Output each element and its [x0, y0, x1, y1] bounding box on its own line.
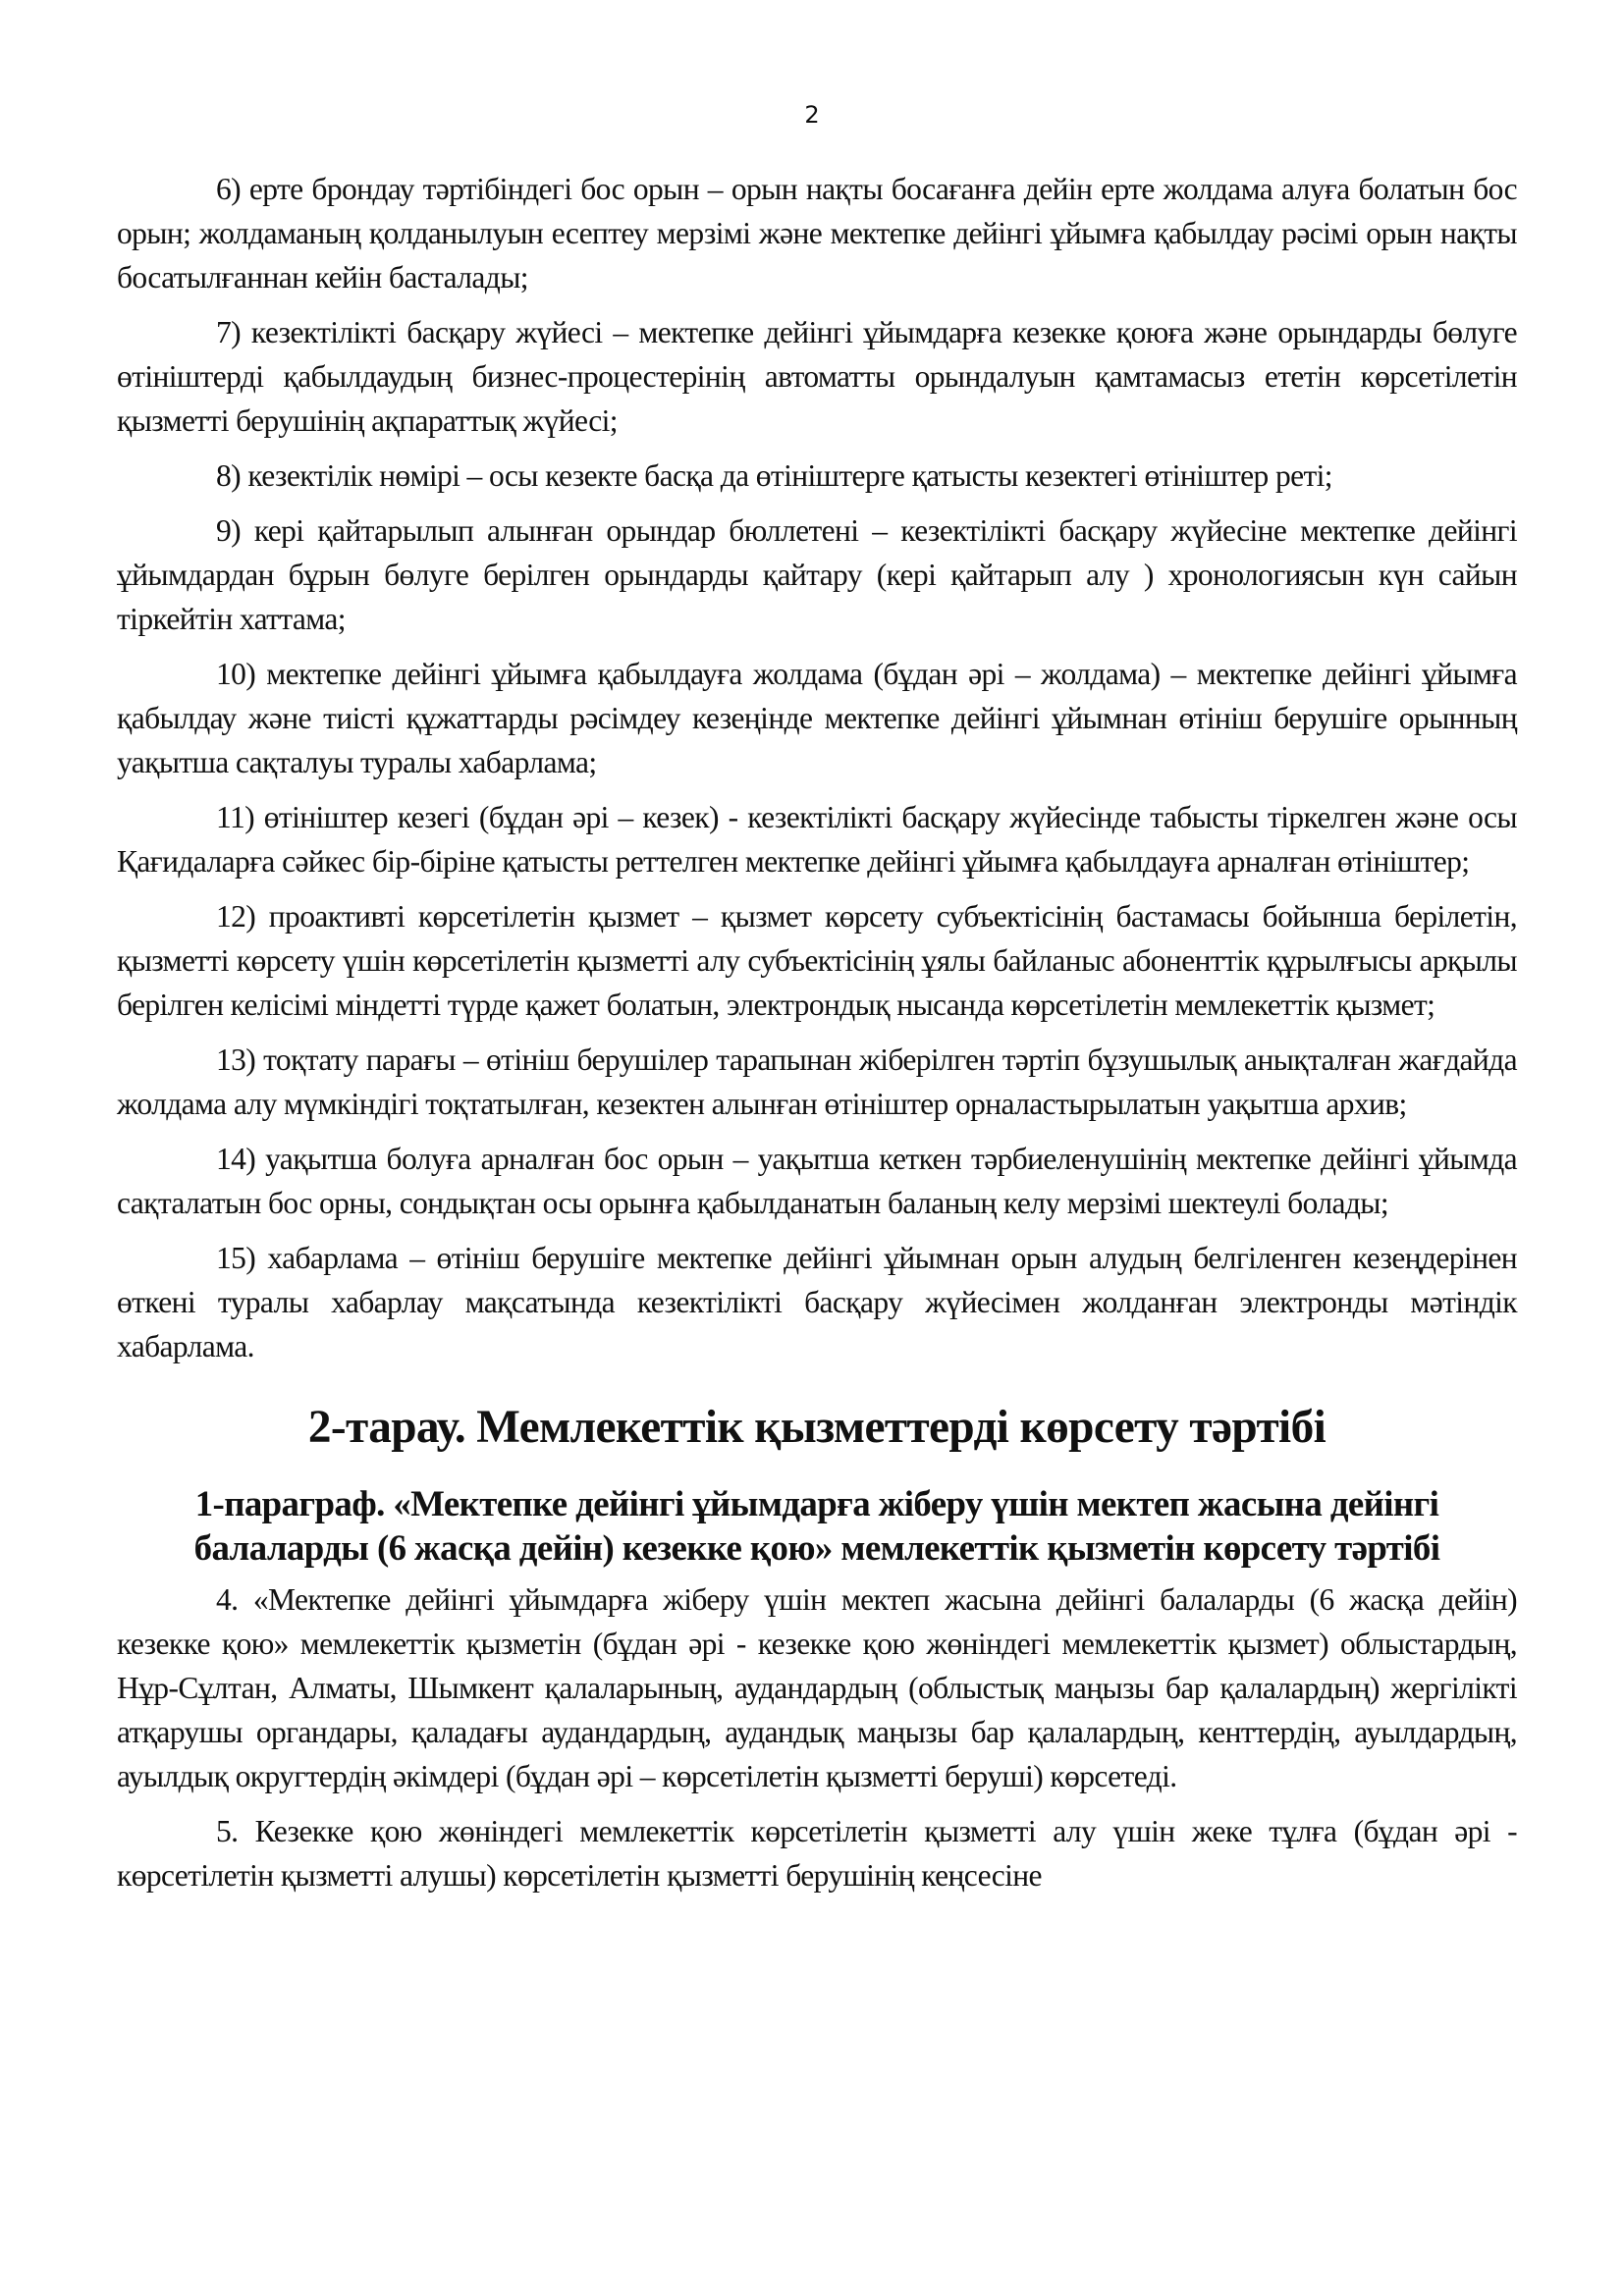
clause-4: 4. «Мектепке дейінгі ұйымдарға жіберу үшін мектеп жасына дейінгі балаларды (6 жасқа дейін) кезекке қою» мемлекеттік қызметін (бұдан әрі - кезекке қою жөніндегі мемлекеттік қызмет) облыстардың, Нұр-Сұлтан, Алматы, Шымкент қалаларының, аудандардың (облыстық маңызы бар қалалардың) жергілікті атқарушы органдары, қаладағы аудандардың, аудандық маңызы бар қалалардың, кенттердің, ауылдардың, ауылдық округтердің әкімдері (бұдан әрі – көрсетілетін қызметті беруші) көрсетеді.: [117, 1582, 1517, 1793]
definition-item-14: 14) уақытша болуға арналған бос орын – уақытша кеткен тәрбиеленушінің мектепке дейінгі ұйымда сақталатын бос орны, сондықтан осы орынға қабылданатын баланың келу мерзімі шектеулі болады;: [117, 1142, 1517, 1220]
definition-item-7: 7) кезектілікті басқару жүйесі – мектепке дейінгі ұйымдарға кезекке қоюға және орындарды бөлуге өтініштерді қабылдаудың бизнес-процестерінің автоматты орындалуын қамтамасыз ететін көрсетілетін қызметті берушінің ақпараттық жүйесі;: [117, 315, 1517, 438]
definition-item-6: 6) ерте брондау тәртібіндегі бос орын – орын нақты босағанға дейін ерте жолдама алуға болатын бос орын; жолдаманың қолданылуын есептеу мерзімі және мектепке дейінгі ұйымға қабылдау рәсімі орын нақты босатылғаннан кейін басталады;: [117, 172, 1517, 294]
clause-5: 5. Кезекке қою жөніндегі мемлекеттік көрсетілетін қызметті алу үшін жеке тұлға (бұдан әрі - көрсетілетін қызметті алушы) көрсетілетін қызметті берушінің кеңсесіне: [117, 1814, 1517, 1893]
definition-item-12: 12) проактивті көрсетілетін қызмет – қызмет көрсету субъектісінің бастамасы бойынша берілетін, қызметті көрсету үшін көрсетілетін қызметті алу субъектісінің ұялы байланыс абоненттік құрылғысы арқылы берілген келісімі міндетті түрде қажет болатын, электрондық нысанда көрсетілетін мемлекеттік қызмет;: [117, 899, 1517, 1022]
section-heading: 1-параграф. «Мектепке дейінгі ұйымдарға жіберу үшін мектеп жасына дейінгі балаларды (6 жасқа дейін) кезекке қою» мемлекеттік қызметін көрсету тәртібі: [193, 1483, 1440, 1568]
definition-item-15: 15) хабарлама – өтініш берушіге мектепке дейінгі ұйымнан орын алудың белгіленген кезеңдерінен өткені туралы хабарлау мақсатында кезектілікті басқару жүйесімен жолданған электронды мәтіндік хабарлама.: [117, 1241, 1517, 1363]
chapter-heading: 2-тарау. Мемлекеттік қызметтерді көрсету тәртібі: [307, 1402, 1326, 1453]
document-body: [117, 167, 1517, 1908]
page-number: 2: [804, 101, 820, 129]
definition-item-11: 11) өтініштер кезегі (бұдан әрі – кезек) - кезектілікті басқару жүйесінде табысты тіркелген және осы Қағидаларға сәйкес бір-біріне қатысты реттелген мектепке дейінгі ұйымға қабылдауға арналған өтініштер;: [117, 800, 1517, 879]
definition-item-10: 10) мектепке дейінгі ұйымға қабылдауға жолдама (бұдан әрі – жолдама) – мектепке дейінгі ұйымға қабылдау және тиісті құжаттарды рәсімдеу кезеңінде мектепке дейінгі ұйымнан өтініш берушіге орынның уақытша сақталуы туралы хабарлама;: [117, 657, 1517, 779]
definition-item-8: 8) кезектілік нөмірі – осы кезекте басқа да өтініштерге қатысты кезектегі өтініштер реті;: [216, 458, 1332, 493]
definition-item-9: 9) кері қайтарылып алынған орындар бюллетені – кезектілікті басқару жүйесіне мектепке дейінгі ұйымдардан бұрын бөлуге берілген орындарды қайтару (кері қайтарып алу ) хронологиясын күн сайын тіркейтін хаттама;: [117, 513, 1517, 636]
definition-item-13: 13) тоқтату парағы – өтініш берушілер тарапынан жіберілген тәртіп бұзушылық анықталған жағдайда жолдама алу мүмкіндігі тоқтатылған, кезектен алынған өтініштер орналастырылатын уақытша архив;: [117, 1042, 1517, 1121]
